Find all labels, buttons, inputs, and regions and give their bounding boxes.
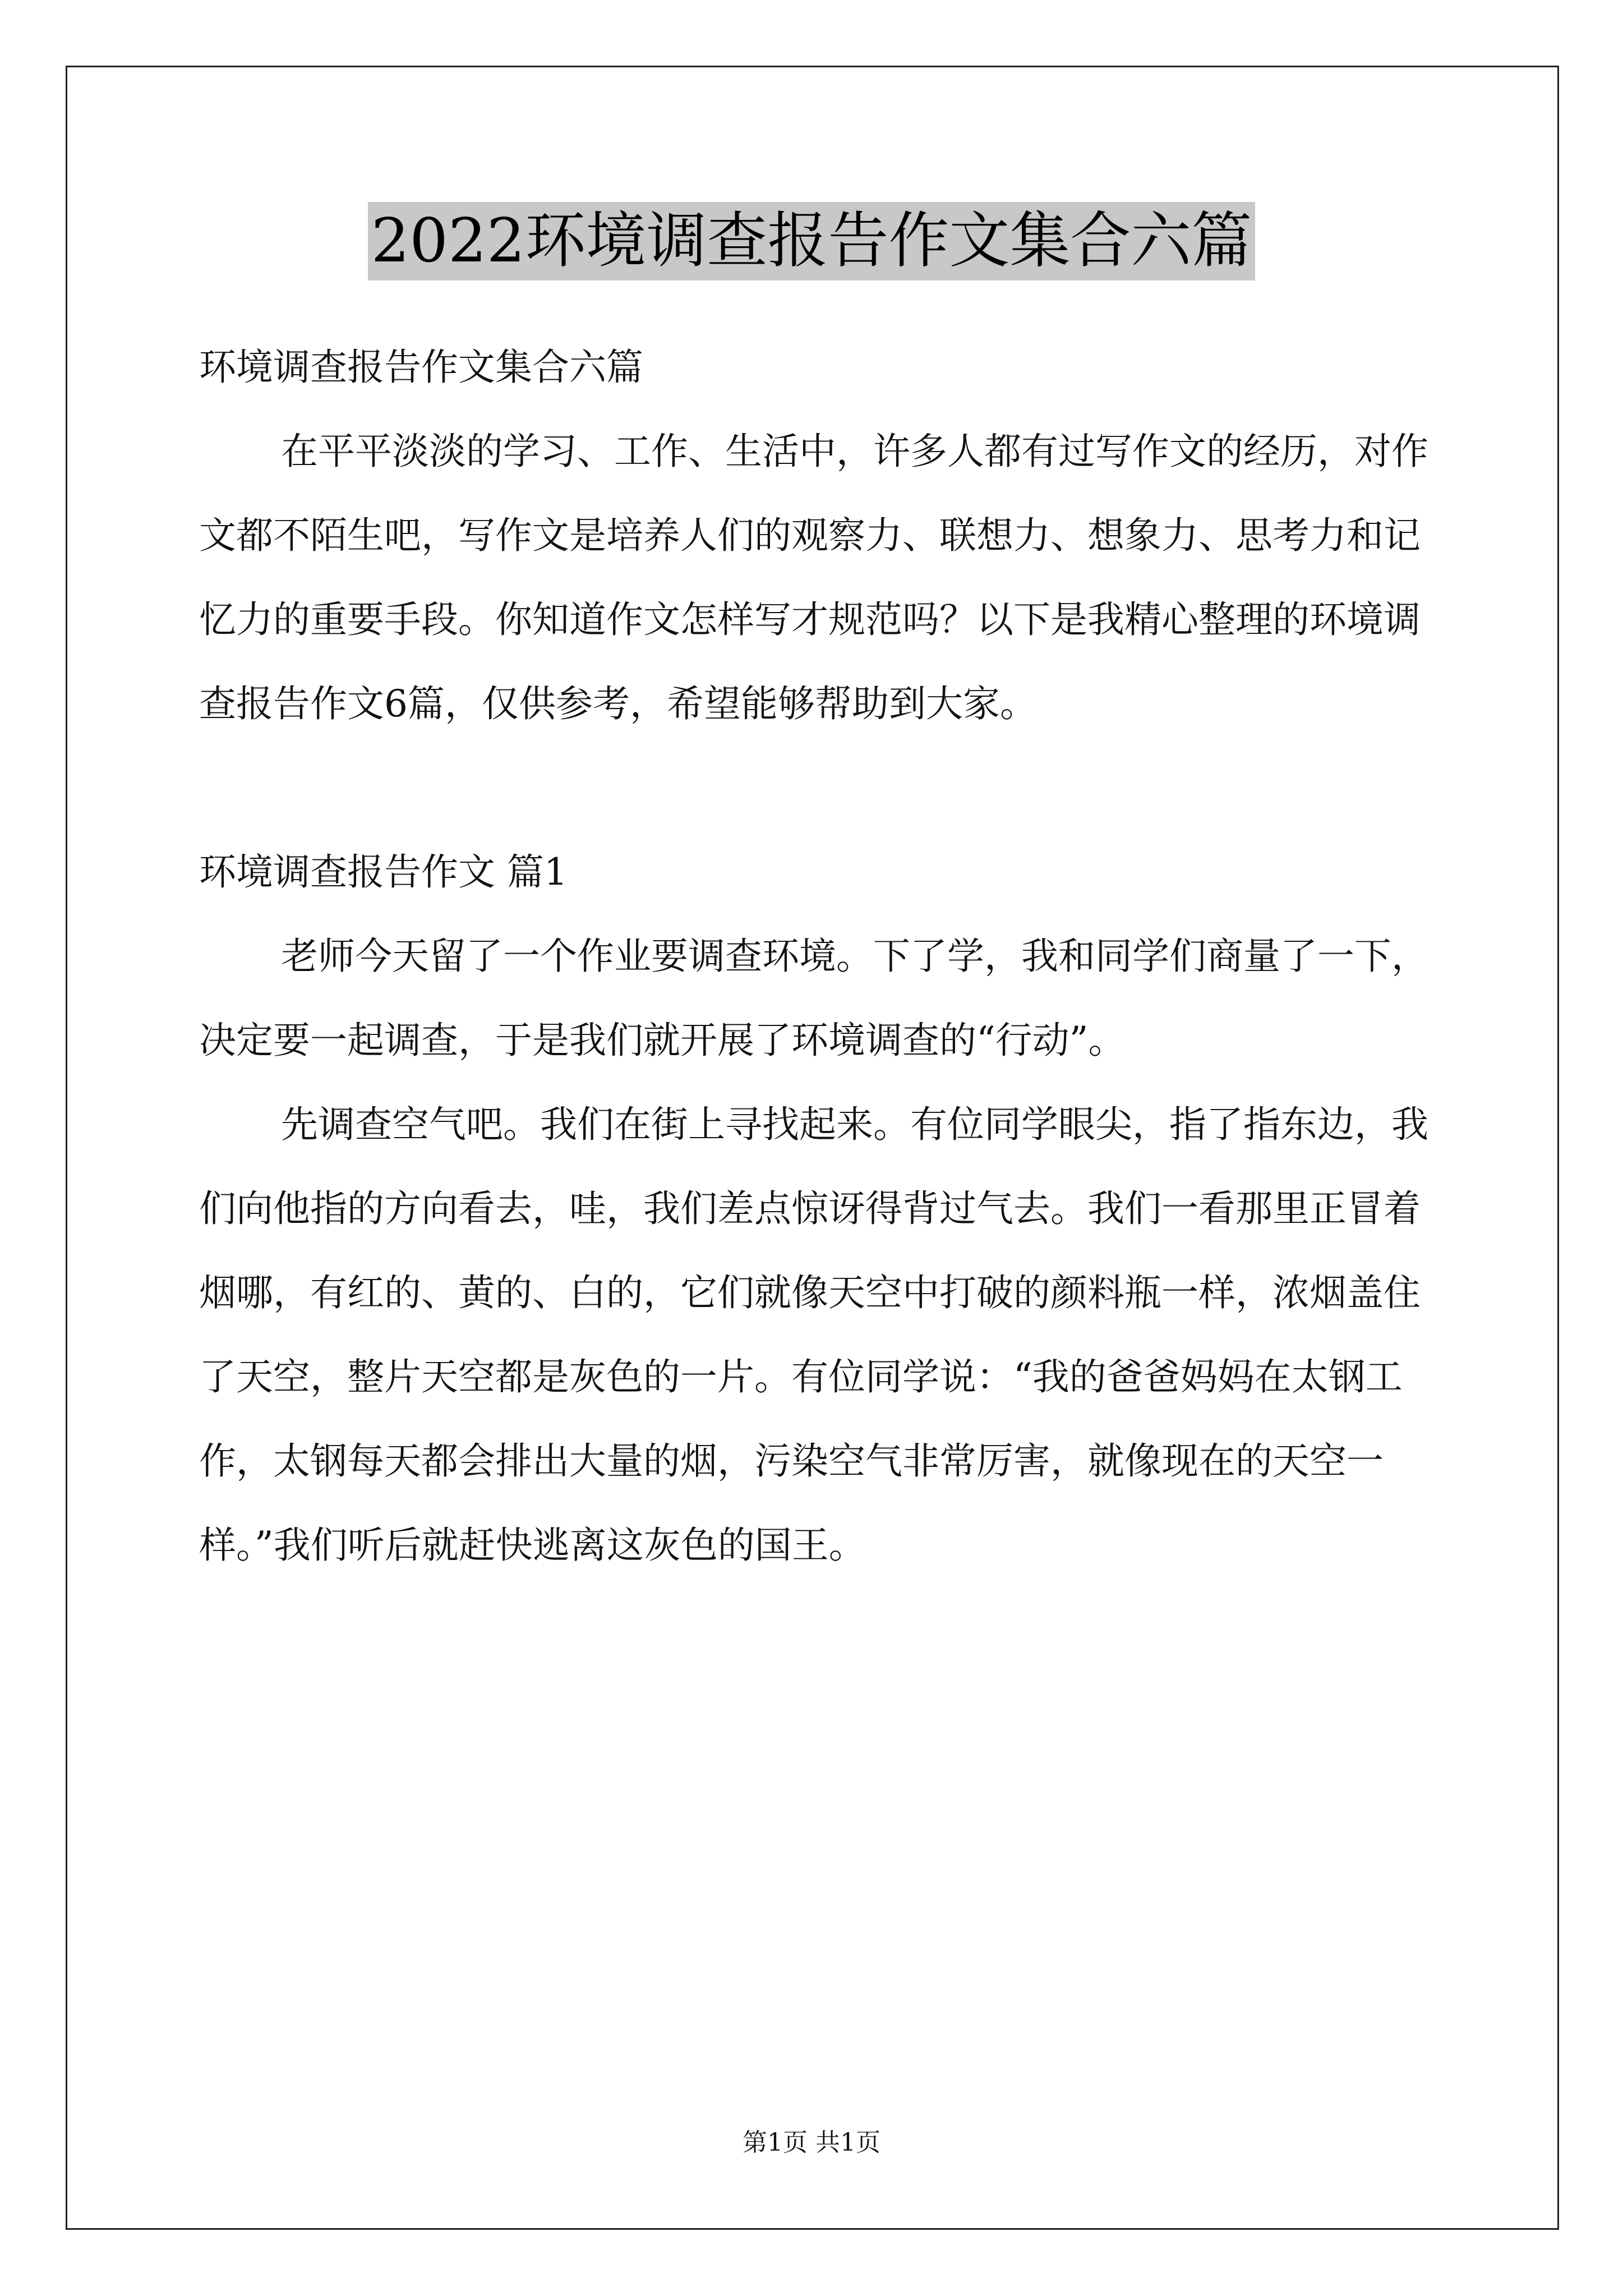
intro-paragraph: 在平平淡淡的学习、工作、生活中，许多人都有过写作文的经历，对作文都不陌生吧，写作文是培养人们的观察力、联想力、想象力、思考力和记忆力的重要手段。你知道作文怎样写才规范吗？以下是我精心整理的环境调查报告作文6篇，仅供参考，希望能够帮助到大家。 [199, 430, 1428, 725]
document-body [199, 325, 1455, 1588]
title-container [0, 202, 1623, 280]
document-title: 2022环境调查报告作文集合六篇 [368, 202, 1256, 280]
body-paragraph-1: 老师今天留了一个作业要调查环境。下了学，我和同学们商量了一下，决定要一起调查，于是我们就开展了环境调查的“行动”。 [199, 935, 1428, 1062]
body-paragraph-2: 先调查空气吧。我们在街上寻找起来。有位同学眼尖，指了指东边，我们向他指的方向看去，哇，我们差点惊讶得背过气去。我们一看那里正冒着烟哪，有红的、黄的、白的，它们就像天空中打破的颜料瓶一样，浓烟盖住了天空，整片天空都是灰色的一片。有位同学说：“我的爸爸妈妈在太钢工作，太钢每天都会排出大量的烟，污染空气非常厉害，就像现在的天空一样。”我们听后就赶快逃离这灰色的国王。 [199, 1103, 1428, 1567]
page-footer: 第1页 共1页 [743, 2128, 880, 2157]
section-spacer [199, 746, 1455, 830]
document-subtitle: 环境调查报告作文集合六篇 [199, 346, 643, 389]
section-heading: 环境调查报告作文 篇1 [199, 850, 568, 894]
